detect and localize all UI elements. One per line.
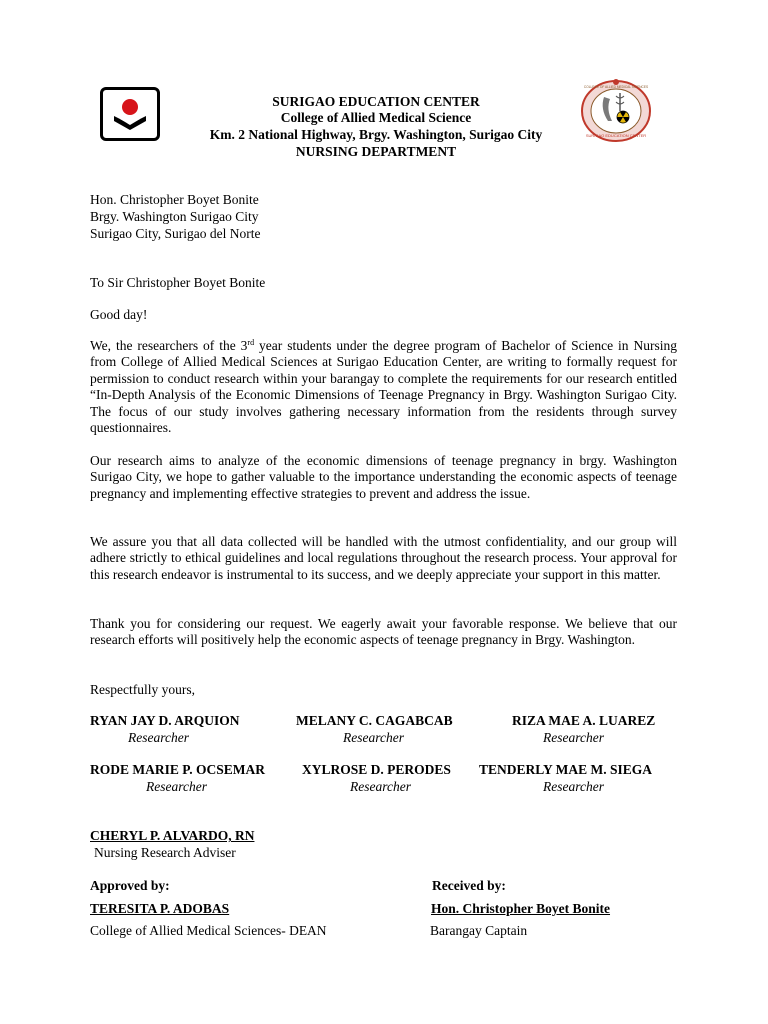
researcher-role: Researcher [146,779,207,794]
researcher-name: XYLROSE D. PERODES [302,762,451,777]
body-paragraph-1: We, the researchers of the 3rd year students under the degree program of Bachelor of Science in Nursing from College of Allied Medical Sciences at Surigao Education Center, are writing to formally request for permission to conduct research within your barangay to complete the requirements for our research entitled “In-Depth Analysis of the Economic Dimensions of Teenage Pregnancy in Brgy. Washington Surigao City. The focus of our study involves gathering necessary information from the residents through survey questionnaires. [90,338,677,436]
approved-by-label: Approved by: [90,878,170,893]
body-paragraph-3: We assure you that all data collected will be handled with the utmost confidentiality, and our group will adhere strictly to ethical guidelines and local regulations throughout the research process. Your approval for this research endeavor is instrumental to its success, and we deeply appreciate your support in this matter. [90,534,677,582]
received-by-role: Barangay Captain [430,923,528,938]
seal-top-text: COLLEGE OF ALLIED MEDICAL SCIENCES [583,85,649,89]
seal-bottom-text: SURIGAO EDUCATION CENTER [585,133,647,138]
ordinal-superscript: rd [247,338,255,347]
school-address: Km. 2 National Highway, Brgy. Washington, Surigao City [209,127,543,142]
adviser-role: Nursing Research Adviser [94,845,236,860]
salutation: To Sir Christopher Boyet Bonite [90,275,266,290]
body-paragraph-2: Our research aims to analyze of the economic dimensions of teenage pregnancy in brgy. Washington Surigao City, we hope to gather valuable to the importance understanding the economic aspects of teenage pregnancy and implementing effective strategies to prevent and address the issue. [90,453,677,501]
researcher-name: RODE MARIE P. OCSEMAR [90,762,266,777]
school-logo [100,87,160,141]
adviser-name: CHERYL P. ALVARDO, RN [90,828,255,843]
approved-by-role: College of Allied Medical Sciences- DEAN [90,923,327,938]
department-name: NURSING DEPARTMENT [295,144,457,159]
researcher-role: Researcher [343,730,404,745]
received-by-label: Received by: [432,878,506,893]
researcher-role: Researcher [543,779,604,794]
recipient-address-line2: Surigao City, Surigao del Norte [90,226,261,241]
recipient-address-line1: Brgy. Washington Surigao City [90,209,259,224]
college-name: College of Allied Medical Science [280,110,472,125]
researcher-name: RIZA MAE A. LUAREZ [512,713,656,728]
body-paragraph-4: Thank you for considering our request. We eagerly await your favorable response. We believe that our research efforts will positively help the economic aspects of teenage pregnancy in Brgy. Washington. [90,616,677,648]
greeting: Good day! [90,307,148,322]
logo-red-circle [122,99,138,115]
researcher-role: Researcher [543,730,604,745]
researcher-role: Researcher [128,730,189,745]
researcher-role: Researcher [350,779,411,794]
recipient-name: Hon. Christopher Boyet Bonite [90,192,259,207]
approved-by-name: TERESITA P. ADOBAS [90,901,230,916]
researcher-name: TENDERLY MAE M. SIEGA [479,762,653,777]
received-by-name: Hon. Christopher Boyet Bonite [431,901,611,916]
book-flame-icon [103,90,157,138]
researcher-name: MELANY C. CAGABCAB [296,713,453,728]
school-name: SURIGAO EDUCATION CENTER [272,94,480,109]
closing: Respectfully yours, [90,682,195,697]
researcher-name: RYAN JAY D. ARQUION [90,713,240,728]
